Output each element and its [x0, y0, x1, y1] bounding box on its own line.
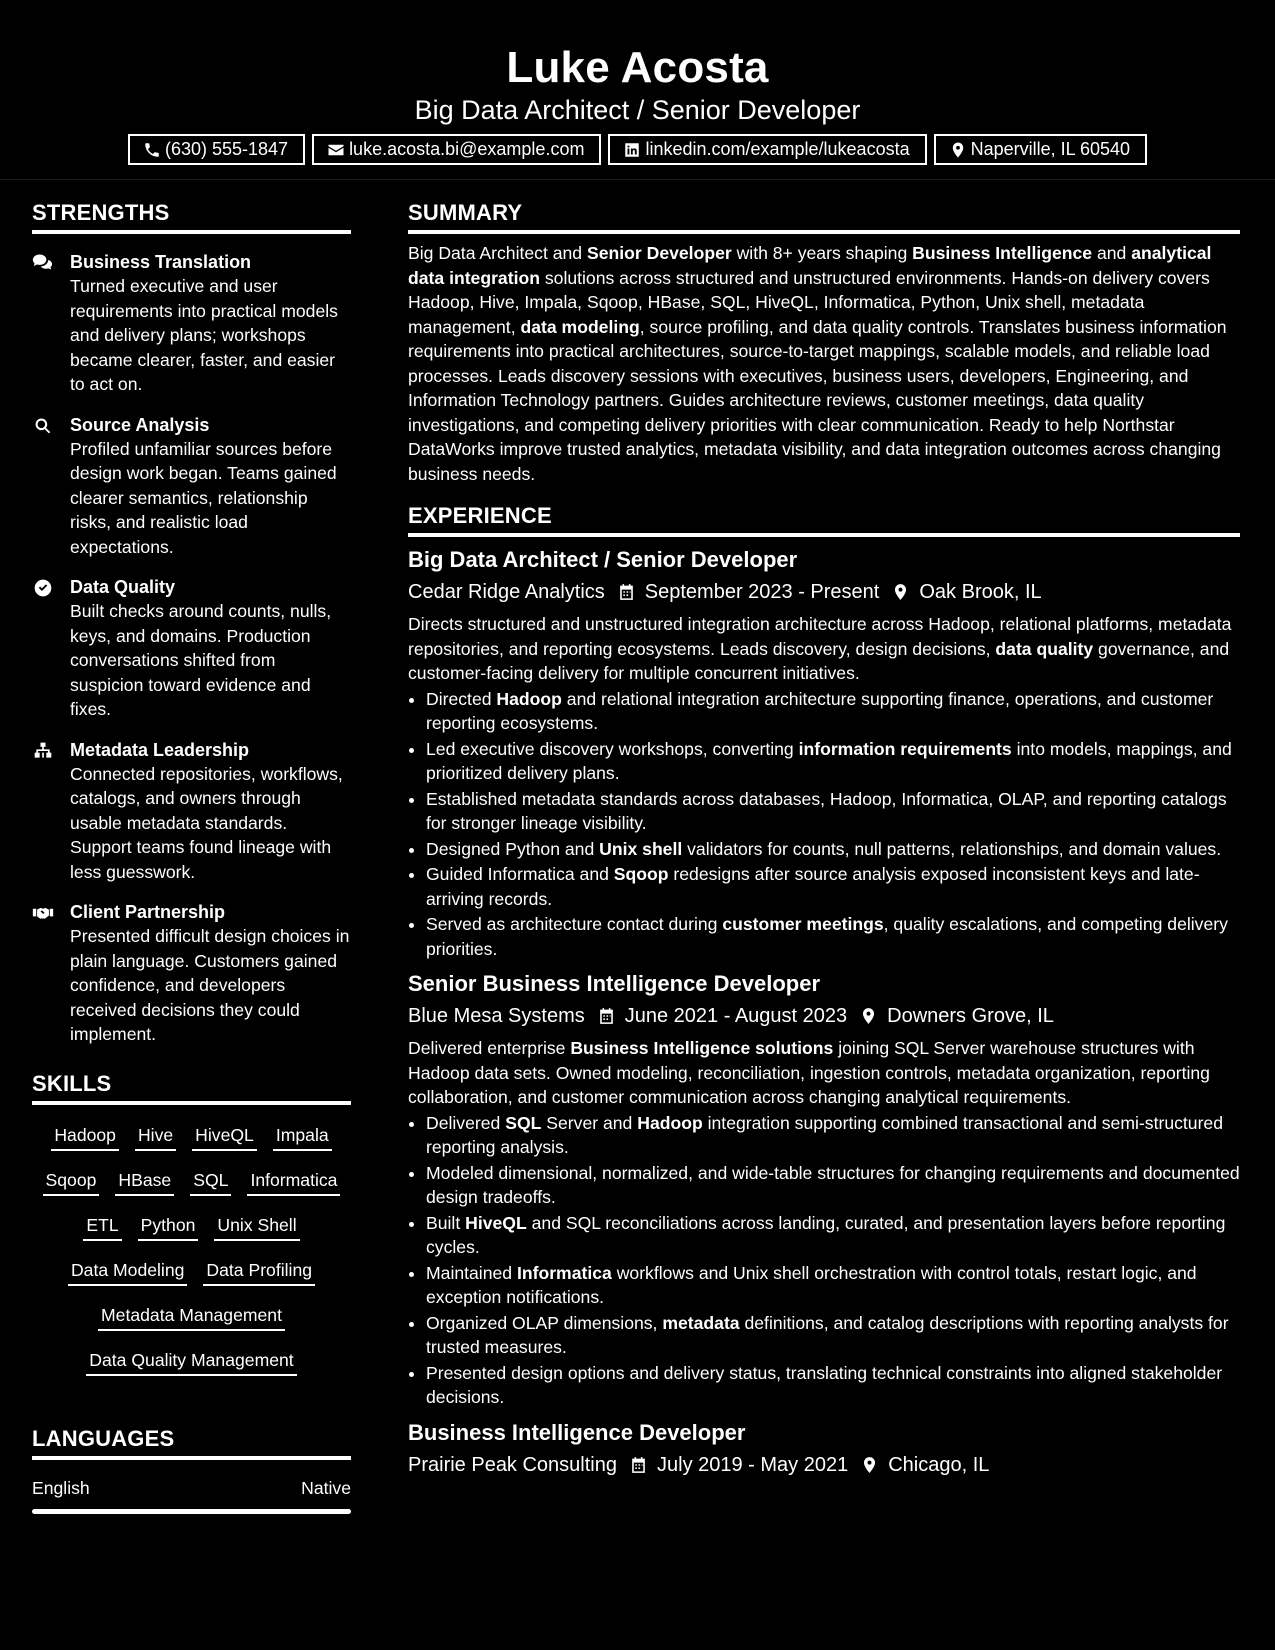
summary-text: Big Data Architect and Senior Developer with 8+ years shaping Business Intelligence and analytical data integration solutions across structured and unstructured environments. Hands-on delivery covers Hadoop, Hive, Impala, Sqoop, HBase, SQL, HiveQL, Informatica, Python, Unix shell, metadata management, data modeling, source profiling, and data quality controls. Translates business information requirements into practical architectures, source-to-target mappings, scalable models, and reliable load processes. Leads discovery sessions with executives, business users, developers, Engineering, and Information Technology partners. Guides architecture reviews, customer meetings, data quality investigations, and competing delivery priorities with clear communication. Ready to help Northstar DataWorks improve trusted analytics, metadata visibility, and data integration outcomes across changing business needs. — [408, 243, 1227, 484]
job-bullet: • Guided Informatica and Sqoop redesigns after source analysis exposed inconsistent keys and late-arriving records. — [426, 862, 1240, 911]
bold-keyword: data quality — [995, 638, 1094, 659]
contact-linkedin[interactable] — [608, 134, 926, 165]
experience-list — [408, 545, 1240, 1480]
check-circle-icon — [32, 578, 54, 598]
left-column — [32, 196, 351, 1514]
strength-title: Metadata Leadership — [70, 739, 250, 760]
skill-tag: HBase — [115, 1169, 174, 1196]
bold-keyword: Hadoop — [496, 688, 562, 709]
job-entry — [408, 545, 1240, 961]
job-entry — [408, 969, 1240, 1410]
strength-title: Client Partnership — [70, 902, 226, 922]
job-location: Chicago, IL — [888, 1453, 990, 1476]
job-location: Oak Brook, IL — [919, 581, 1042, 603]
strength-title: Business Translation — [70, 252, 252, 272]
skill-tag: Data Profiling — [203, 1259, 315, 1286]
skills-list — [32, 1115, 351, 1385]
map-pin-icon — [848, 1455, 888, 1475]
skill-tag: Data Quality Management — [86, 1349, 296, 1376]
skill-tag: Unix Shell — [214, 1214, 299, 1241]
languages-heading: LANGUAGES — [32, 1422, 351, 1460]
job-company: Cedar Ridge Analytics — [408, 581, 605, 603]
strength-item — [32, 250, 351, 397]
job-meta — [408, 577, 1240, 607]
job-meta — [408, 1001, 1240, 1031]
job-dates: July 2019 - May 2021 — [657, 1453, 849, 1476]
job-dates: September 2023 - Present — [644, 581, 880, 603]
language-item — [32, 1476, 351, 1500]
skill-tag: Impala — [273, 1124, 332, 1151]
candidate-title: Big Data Architect / Senior Developer — [414, 95, 861, 125]
strength-item — [32, 575, 351, 722]
skill-row — [32, 1340, 351, 1385]
skill-row — [32, 1160, 351, 1205]
map-pin-icon — [949, 141, 967, 159]
job-bullet: • Served as architecture contact during customer meetings, quality escalations, and competing delivery priorities. — [426, 912, 1240, 961]
job-bullet: • Directed Hadoop and relational integration architecture supporting finance, operations, and customer reporting ecosystems. — [426, 687, 1240, 736]
bold-keyword: data modeling — [520, 316, 640, 337]
strength-desc: Turned executive and user requirements into practical models and delivery plans; workshops became clearer, faster, and easier to act on. — [70, 276, 338, 394]
job-company: Blue Mesa Systems — [408, 1005, 585, 1027]
envelope-icon — [327, 141, 345, 159]
skill-tag: Hive — [135, 1124, 176, 1151]
job-dates: June 2021 - August 2023 — [624, 1005, 848, 1027]
language-level: Native — [301, 1477, 351, 1498]
skill-row — [32, 1205, 351, 1250]
contact-bar — [0, 134, 1275, 165]
bold-keyword: analytical data integration — [408, 243, 1212, 288]
linkedin-icon — [623, 141, 641, 159]
contact-location-text: Naperville, IL 60540 — [970, 139, 1131, 159]
skill-tag: ETL — [83, 1214, 121, 1241]
job-entry — [408, 1418, 1240, 1480]
right-column — [408, 196, 1240, 1480]
bold-keyword: information requirements — [798, 738, 1012, 759]
strengths-heading: STRENGTHS — [32, 196, 351, 234]
job-bullets — [408, 1111, 1240, 1410]
strength-desc: Built checks around counts, nulls, keys, and domains. Production conversations shifted from suspicion toward evidence and fixes. — [70, 601, 332, 719]
skill-tag: Sqoop — [43, 1169, 100, 1196]
skill-row — [32, 1115, 351, 1160]
job-description: Delivered enterprise Business Intelligence solutions joining SQL Server warehouse structures with Hadoop data sets. Owned modeling, reconciliation, ingestion controls, metadata organization, reporting collaboration, and customer communication across changing analytical requirements. — [408, 1038, 1210, 1107]
strength-item — [32, 413, 351, 560]
summary-heading: SUMMARY — [408, 196, 1240, 234]
job-bullet: • Organized OLAP dimensions, metadata definitions, and catalog descriptions with reporting analysts for trusted measures. — [426, 1311, 1240, 1360]
job-bullet: • Built HiveQL and SQL reconciliations across landing, curated, and presentation layers before reporting cycles. — [426, 1211, 1240, 1260]
job-company: Prairie Peak Consulting — [408, 1453, 617, 1476]
skill-row — [32, 1295, 351, 1340]
job-bullet: • Led executive discovery workshops, converting information requirements into models, mappings, and prioritized delivery plans. — [426, 737, 1240, 786]
job-bullet: • Modeled dimensional, normalized, and wide-table structures for changing requirements and documented design tradeoffs. — [426, 1161, 1240, 1210]
bold-keyword: Unix shell — [599, 838, 683, 859]
skill-tag: Informatica — [247, 1169, 340, 1196]
skill-tag: SQL — [190, 1169, 231, 1196]
bold-keyword: Sqoop — [613, 864, 669, 884]
bold-keyword: customer meetings — [722, 914, 884, 934]
skill-tag: Hadoop — [51, 1124, 119, 1151]
bold-keyword: Business Intelligence solutions — [570, 1038, 834, 1058]
skill-tag: Metadata Management — [98, 1304, 285, 1331]
strength-desc: Presented difficult design choices in plain language. Customers gained confidence, and developers received decisions they could implement. — [70, 926, 350, 1044]
map-pin-icon — [879, 582, 919, 602]
language-name: English — [32, 1477, 90, 1498]
contact-email-text: luke.acosta.bi@example.com — [349, 139, 585, 159]
bold-keyword: Business Intelligence — [912, 243, 1093, 263]
job-title: Senior Business Intelligence Developer — [408, 971, 821, 996]
strength-desc: Profiled unfamiliar sources before design work began. Teams gained clearer semantics, relationship risks, and realistic load expectations. — [70, 438, 337, 557]
job-title: Big Data Architect / Senior Developer — [408, 547, 798, 572]
sitemap-icon — [32, 741, 54, 761]
job-bullets — [408, 687, 1240, 962]
language-proficiency-bar — [32, 1509, 351, 1514]
skills-heading: SKILLS — [32, 1067, 351, 1105]
skill-tag: Data Modeling — [68, 1259, 187, 1286]
comments-icon — [32, 253, 54, 273]
bold-keyword: HiveQL — [465, 1212, 527, 1233]
job-bullet: • Established metadata standards across databases, Hadoop, Informatica, OLAP, and reporting catalogs for stronger lineage visibility. — [426, 787, 1240, 836]
job-bullet: • Designed Python and Unix shell validators for counts, null patterns, relationships, and domain values. — [426, 837, 1240, 862]
calendar-icon — [617, 1455, 657, 1475]
job-meta — [408, 1450, 1240, 1480]
job-bullet: • Delivered SQL Server and Hadoop integration supporting combined transactional and semi-structured reporting analysis. — [426, 1111, 1240, 1160]
calendar-icon — [585, 1006, 625, 1026]
strength-title: Source Analysis — [70, 414, 210, 435]
bold-keyword: metadata — [662, 1312, 740, 1333]
phone-icon — [143, 141, 161, 159]
bold-keyword: Hadoop — [637, 1112, 703, 1133]
contact-phone[interactable] — [128, 134, 305, 165]
experience-heading: EXPERIENCE — [408, 499, 1240, 537]
strength-item — [32, 738, 351, 885]
search-icon — [32, 416, 54, 436]
job-description: Directs structured and unstructured integration architecture across Hadoop, relational platforms, metadata repositories, and reporting ecosystems. Leads discovery, design decisions, data quality governance, and customer-facing delivery for multiple concurrent initiatives. — [408, 614, 1232, 683]
bold-keyword: Informatica — [516, 1262, 612, 1283]
bold-keyword: Senior Developer — [586, 243, 732, 263]
contact-location — [934, 134, 1147, 165]
resume-header — [0, 0, 1275, 180]
contact-linkedin-text: linkedin.com/example/lukeacosta — [645, 139, 910, 159]
job-bullet: • Maintained Informatica workflows and Unix shell orchestration with control totals, restart logic, and exception notifications. — [426, 1261, 1240, 1310]
map-pin-icon — [847, 1006, 887, 1026]
strength-title: Data Quality — [70, 577, 176, 597]
handshake-icon — [32, 903, 54, 923]
candidate-name: Luke Acosta — [506, 43, 769, 92]
skill-row — [32, 1250, 351, 1295]
calendar-icon — [605, 582, 645, 602]
bold-keyword: SQL — [505, 1112, 542, 1133]
strength-desc: Connected repositories, workflows, catalogs, and owners through usable metadata standards. Support teams found lineage with less guesswork. — [70, 763, 343, 882]
contact-email[interactable] — [312, 134, 601, 165]
job-bullet: • Presented design options and delivery status, translating technical constraints into aligned stakeholder decisions. — [426, 1361, 1240, 1410]
skill-tag: HiveQL — [192, 1124, 257, 1151]
strength-item — [32, 900, 351, 1047]
skill-tag: Python — [138, 1214, 199, 1241]
job-location: Downers Grove, IL — [887, 1005, 1054, 1027]
job-title: Business Intelligence Developer — [408, 1419, 746, 1445]
contact-phone-text: (630) 555-1847 — [164, 139, 289, 159]
